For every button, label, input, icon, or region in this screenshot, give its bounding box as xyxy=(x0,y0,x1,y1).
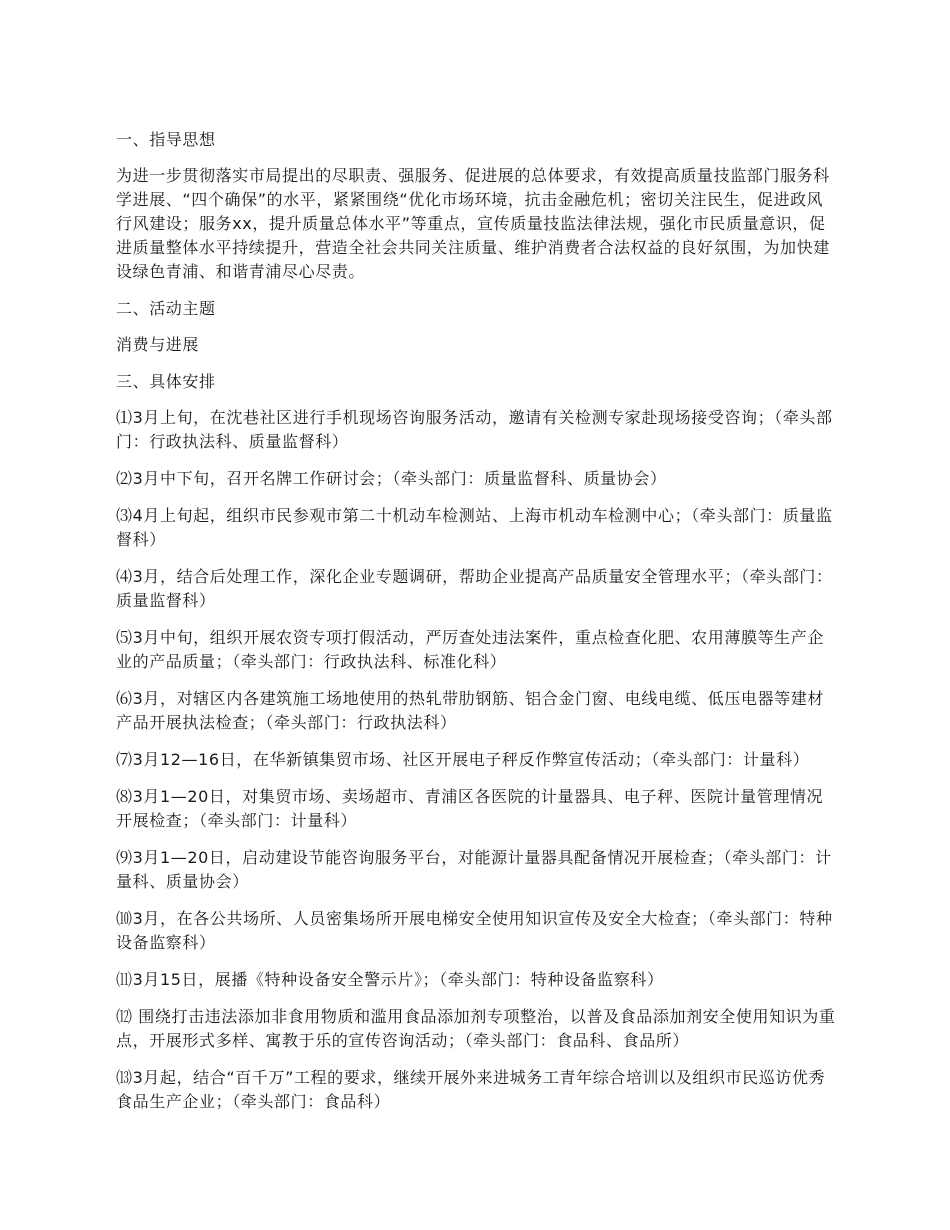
document-body xyxy=(116,128,838,1127)
section-heading-activity-theme: 二、活动主题 xyxy=(116,299,216,318)
arrangement-item: ⑵3月中下旬，召开名牌工作研讨会；（牵头部门：质量监督科、质量协会） xyxy=(116,469,667,488)
arrangement-item: ⑺3月12—16日，在华新镇集贸市场、社区开展电子秤反作弊宣传活动；（牵头部门：计量科） xyxy=(116,750,810,769)
arrangement-item: ⑴3月上旬，在沈巷社区进行手机现场咨询服务活动，邀请有关检测专家赴现场接受咨询；（牵头部门：行政执法科、质量监督科） xyxy=(116,408,833,451)
section-heading-guiding-ideology: 一、指导思想 xyxy=(116,130,216,149)
arrangement-item: ⑾3月15日，展播《特种设备安全警示片》；（牵头部门：特种设备监察科） xyxy=(116,970,664,989)
section-heading-arrangements: 三、具体安排 xyxy=(116,372,216,391)
arrangement-item: ⑿ 围绕打击违法添加非食用物质和滥用食品添加剂专项整治，以普及食品添加剂安全使用知识为重点，开展形式多样、寓教于乐的宣传咨询活动；（牵头部门：食品科、食品所） xyxy=(116,1007,836,1050)
arrangement-item: ⑼3月1—20日，启动建设节能咨询服务平台，对能源计量器具配备情况开展检查；（牵头部门：计量科、质量协会） xyxy=(116,848,832,891)
arrangement-item: ⑽3月，在各公共场所、人员密集场所开展电梯安全使用知识宣传及安全大检查；（牵头部门：特种设备监察科） xyxy=(116,909,833,952)
activity-theme-paragraph: 消费与进展 xyxy=(116,335,200,354)
arrangement-item: ⑹3月，对辖区内各建筑施工场地使用的热轧带肋钢筋、铝合金门窗、电线电缆、低压电器等建材产品开展执法检查；（牵头部门：行政执法科） xyxy=(116,689,824,732)
arrangement-item: ⑷3月，结合后处理工作，深化企业专题调研，帮助企业提高产品质量安全管理水平；（牵头部门：质量监督科） xyxy=(116,567,833,610)
arrangement-item: ⑻3月1—20日，对集贸市场、卖场超市、青浦区各医院的计量器具、电子秤、医院计量管理情况开展检查；（牵头部门：计量科） xyxy=(116,787,824,830)
arrangement-item: ⒀3月起，结合“百千万”工程的要求，继续开展外来进城务工青年综合培训以及组织市民巡访优秀食品生产企业；（牵头部门：食品科） xyxy=(116,1068,826,1111)
guiding-ideology-paragraph: 为进一步贯彻落实市局提出的尽职责、强服务、促进展的总体要求，有效提高质量技监部门服务科学进展、“四个确保”的水平，紧紧围绕“优化市场环境，抗击金融危机；密切关注民生，促进政风行风建设；服务xx，提升质量总体水平”等重点，宣传质量技监法律法规，强化市民质量意识，促进质量整体水平持续提升，营造全社会共同关注质量、维护消费者合法权益的良好氛围，为加快建设绿色青浦、和谐青浦尽心尽责。 xyxy=(116,166,830,281)
arrangement-item: ⑸3月中旬，组织开展农资专项打假活动，严厉查处违法案件，重点检查化肥、农用薄膜等生产企业的产品质量；（牵头部门：行政执法科、标准化科） xyxy=(116,628,824,671)
arrangement-item: ⑶4月上旬起，组织市民参观市第二十机动车检测站、上海市机动车检测中心；（牵头部门：质量监督科） xyxy=(116,506,833,549)
